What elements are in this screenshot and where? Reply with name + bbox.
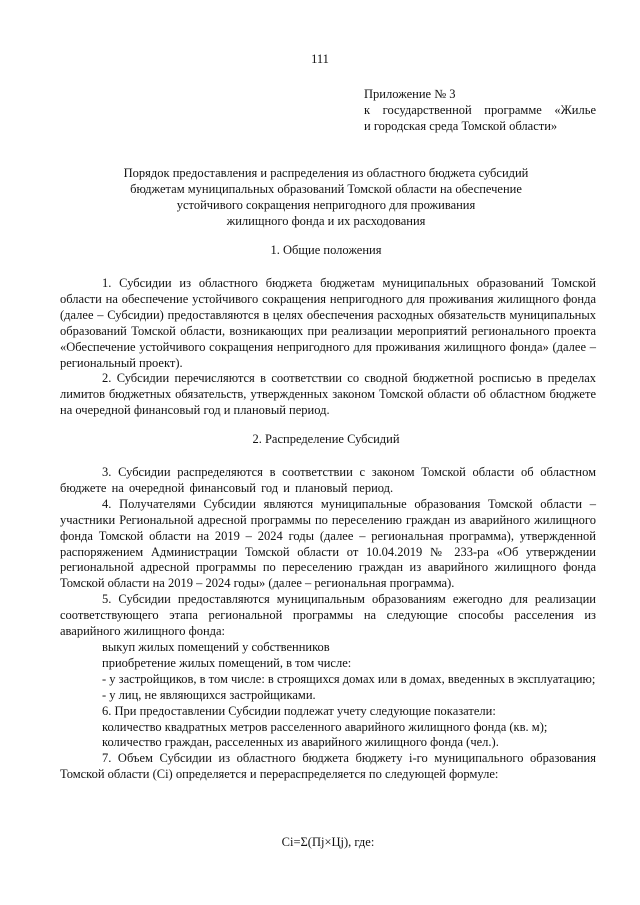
- section-2-body: [60, 465, 596, 783]
- section-1-body: [60, 276, 596, 419]
- section-2-heading: 2. Распределение Субсидий: [252, 432, 400, 446]
- paragraph-4: 4. Получателями Субсидии являются муниципальные образования Томской области – участники Региональной адресной программы по переселению граждан из аварийного жилищного фонда Томской области на 2019 – 2024 годы (далее – региональная программа), утвержденной распоряжением Администрации Томской области от 10.04.2019 № 233-ра «Об утверждении региональной адресной программы по переселению граждан из аварийного жилищного фонда Томской области на 2019 – 2024 годы» (далее – региональная программа).: [60, 496, 596, 591]
- page-number: 111: [311, 52, 329, 66]
- paragraph-1: 1. Субсидии из областного бюджета бюджетам муниципальных образований Томской области на обеспечение устойчивого сокращения непригодного для проживания жилищного фонда (далее – Субсидии) предоставляются в целях обеспечения расходных обязательств муниципальных образований Томской области, возникающих при реализации мероприятий регионального проекта «Обеспечение устойчивого сокращения непригодного для проживания жилищного фонда» (далее – региональный проект).: [60, 276, 596, 370]
- paragraph-5-item-a: выкуп жилых помещений у собственников: [102, 639, 330, 654]
- paragraph-6-item-a: количество квадратных метров расселенного аварийного жилищного фонда (кв. м);: [102, 719, 548, 734]
- appendix-note: [364, 87, 596, 135]
- paragraph-5-item-d: - у лиц, не являющихся застройщиками.: [102, 687, 316, 702]
- paragraph-5-item-c: - у застройщиков, в том числе: в строящихся домах или в домах, введенных в эксплуатацию;: [102, 671, 596, 686]
- paragraph-2: 2. Субсидии перечисляются в соответствии со сводной бюджетной росписью в пределах лимитов бюджетных обязательств, утвержденных законом Томской области об областном бюджете на очередной финансовый год и плановый период.: [60, 371, 596, 418]
- paragraph-6-item-b: количество граждан, расселенных из аварийного жилищного фонда (чел.).: [102, 735, 499, 750]
- title-line-3: устойчивого сокращения непригодного для проживания: [176, 197, 476, 212]
- appendix-line-1: Приложение № 3: [364, 87, 456, 101]
- section-1-heading: 1. Общие положения: [270, 243, 382, 257]
- document-title: [60, 166, 592, 230]
- paragraph-3: 3. Субсидии распределяются в соответствии с законом Томской области об областном бюджете на очередной финансовый год и плановый период.: [60, 465, 596, 495]
- paragraph-5-item-b: приобретение жилых помещений, в том числе:: [102, 655, 352, 670]
- appendix-line-3: и городская среда Томской области»: [364, 118, 558, 133]
- appendix-line-2: к государственной программе «Жилье: [364, 102, 596, 117]
- title-line-1: Порядок предоставления и распределения из областного бюджета субсидий: [123, 166, 529, 180]
- paragraph-7: 7. Объем Субсидии из областного бюджета бюджету i-го муниципального образования Томской области (Ci) определяется и перераспределяется по следующей формуле:: [60, 751, 596, 782]
- paragraph-5: 5. Субсидии предоставляются муниципальным образованиям ежегодно для реализации соответствующего этапа региональной программы на следующие способы расселения из аварийного жилищного фонда:: [60, 592, 596, 639]
- title-line-4: жилищного фонда и их расходования: [226, 213, 426, 228]
- formula: Ci=Σ(Пj×Цj), где:: [281, 835, 375, 849]
- paragraph-6: 6. При предоставлении Субсидии подлежат учету следующие показатели:: [102, 703, 496, 718]
- title-line-2: бюджетам муниципальных образований Томской области на обеспечение: [130, 181, 522, 196]
